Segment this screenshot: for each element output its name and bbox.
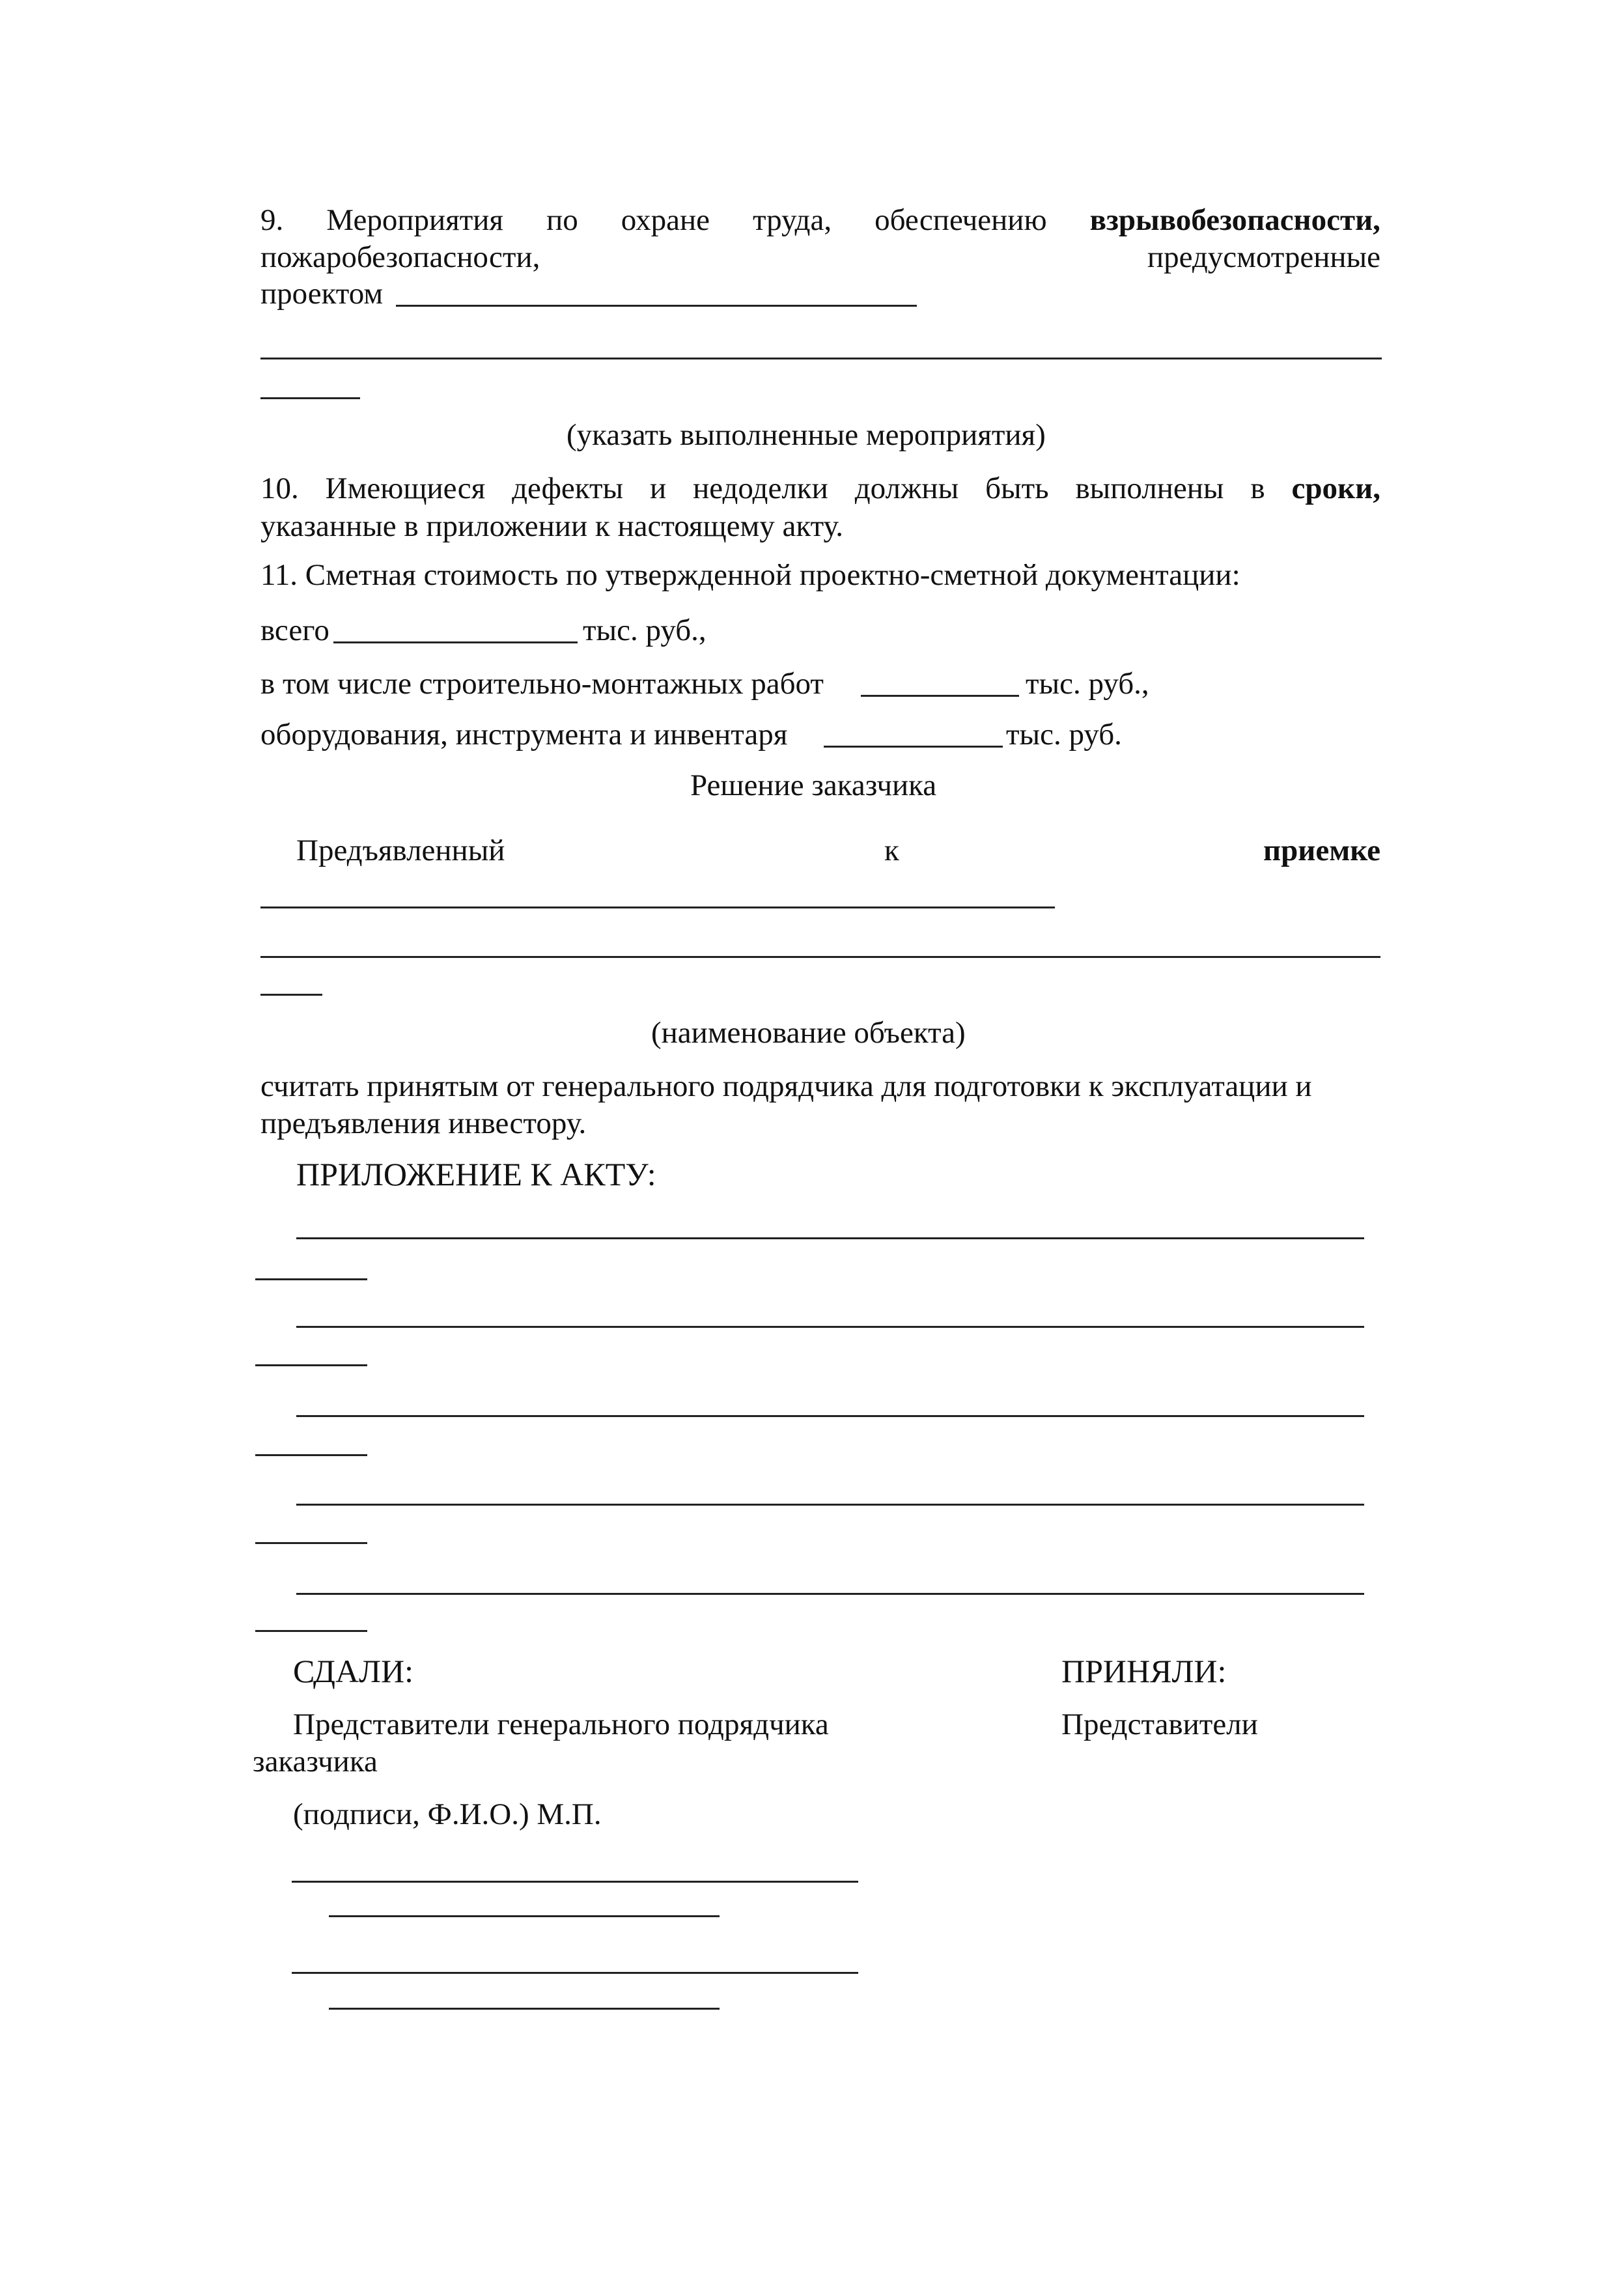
decision-acceptance: приемке	[1263, 834, 1380, 867]
appendix-field-3b[interactable]	[255, 1454, 367, 1456]
item10-line1	[260, 470, 1380, 507]
item10-word: выполнены	[1075, 471, 1224, 505]
item10-word: должны	[854, 471, 959, 505]
item9-word: взрывобезопасности,	[1089, 203, 1380, 237]
item9-line1	[260, 202, 1380, 238]
appendix-field-1b[interactable]	[255, 1278, 367, 1280]
item10-word: быть	[985, 471, 1049, 505]
item9-measures-field-2[interactable]	[260, 397, 360, 399]
item9-word: охране	[621, 203, 710, 237]
signature-line-2[interactable]	[329, 1915, 720, 1917]
decision-text-line1: считать принятым от генерального подрядчика для подготовки к эксплуатации и	[260, 1069, 1312, 1103]
item10-number: 10.	[260, 471, 299, 505]
item9-word: обеспечению	[875, 203, 1047, 237]
item11-total-field[interactable]	[333, 641, 578, 643]
signatures-gave-heading: СДАЛИ:	[293, 1653, 413, 1689]
appendix-field-4a[interactable]	[296, 1504, 1364, 1506]
item9-word: по	[546, 203, 578, 237]
item11-total-label: всего	[260, 613, 329, 647]
signature-line-3[interactable]	[292, 1972, 858, 1974]
signatures-took-heading: ПРИНЯЛИ:	[1061, 1653, 1227, 1689]
appendix-field-3a[interactable]	[296, 1415, 1364, 1417]
item11-heading: 11. Сметная стоимость по утвержденной проектно-сметной документации:	[260, 558, 1240, 592]
item9-number: 9.	[260, 203, 284, 237]
item9-measures-field-1[interactable]	[260, 358, 1382, 359]
decision-to: к	[884, 834, 899, 867]
signatures-customer-label: заказчика	[253, 1745, 378, 1778]
signatures-contractor-reps: Представители генерального подрядчика	[293, 1708, 829, 1741]
decision-caption: (наименование объекта)	[651, 1016, 966, 1050]
item10-word: и	[650, 471, 667, 505]
item9-caption: (указать выполненные мероприятия)	[567, 418, 1046, 452]
appendix-field-5a[interactable]	[296, 1593, 1364, 1595]
item9-fire-safety: пожаробезопасности,	[260, 240, 540, 274]
item11-construction-label: в том числе строительно-монтажных работ	[260, 667, 824, 701]
item11-construction-unit: тыс. руб.,	[1026, 667, 1149, 701]
signatures-signs-caption: (подписи, Ф.И.О.) М.П.	[293, 1797, 602, 1831]
item9-project-field[interactable]	[396, 305, 917, 307]
appendix-field-2a[interactable]	[296, 1326, 1364, 1328]
item10-line2: указанные в приложении к настоящему акту.	[260, 509, 844, 543]
item9-line2	[260, 239, 1380, 275]
item9-word: труда,	[753, 203, 832, 237]
appendix-field-4b[interactable]	[255, 1542, 367, 1544]
appendix-field-1a[interactable]	[296, 1237, 1364, 1239]
item11-equipment-field[interactable]	[824, 746, 1003, 748]
signature-line-4[interactable]	[329, 2008, 720, 2010]
signatures-customer-reps: Представители	[1061, 1708, 1258, 1741]
appendix-heading: ПРИЛОЖЕНИЕ К АКТУ:	[296, 1156, 656, 1192]
appendix-field-2b[interactable]	[255, 1364, 367, 1366]
decision-object-field-1[interactable]	[260, 907, 1055, 908]
item11-construction-field[interactable]	[861, 695, 1019, 697]
decision-heading: Решение заказчика	[690, 768, 937, 802]
appendix-field-5b[interactable]	[255, 1630, 367, 1632]
item9-provided: предусмотренные	[1147, 240, 1380, 274]
signature-line-1[interactable]	[292, 1881, 858, 1883]
item10-word: Имеющиеся	[325, 471, 486, 505]
item10-word: дефекты	[512, 471, 624, 505]
item11-equipment-label: оборудования, инструмента и инвентаря	[260, 718, 788, 752]
decision-object-field-3[interactable]	[260, 994, 322, 996]
item10-word: сроки,	[1291, 471, 1380, 505]
item11-equipment-unit: тыс. руб.	[1006, 718, 1122, 752]
item11-total-unit: тыс. руб.,	[583, 613, 707, 647]
item10-word: недоделки	[693, 471, 828, 505]
decision-presented: Предъявленный	[296, 834, 505, 867]
item9-word: Мероприятия	[326, 203, 504, 237]
decision-text-line2: предъявления инвестору.	[260, 1106, 587, 1140]
decision-object-field-2[interactable]	[260, 956, 1380, 958]
item9-project-label: проектом	[260, 277, 384, 311]
item10-word: в	[1250, 471, 1265, 505]
